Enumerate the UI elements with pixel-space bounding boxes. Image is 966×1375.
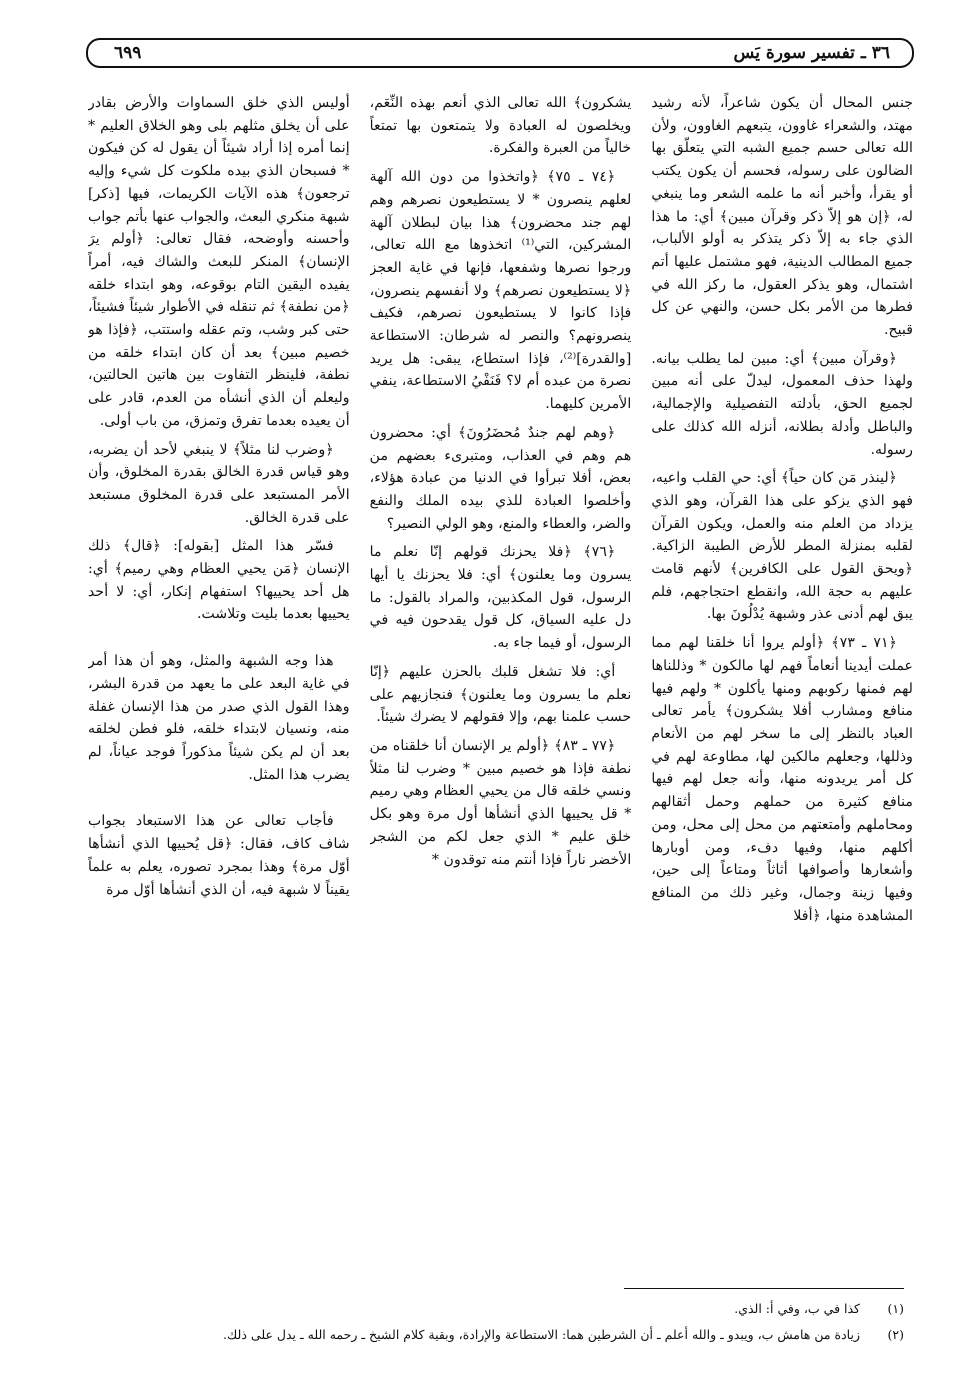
paragraph-gap	[88, 792, 350, 810]
footnote-text: كذا في ب، وفي أ: الذي.	[734, 1301, 860, 1316]
column-right	[651, 92, 913, 1272]
page-header	[86, 38, 914, 68]
paragraph: ﴿وهم لهم جندٌ مُحضَرُونَ﴾ أي: محضرون هم وهم في العذاب، ومتبرىء بعضهم من بعض، أفلا تبرأوا في الدنيا من عبادة هؤلاء، وأخلصوا العبادة للذي بيده الملك والنفع والضر، والعطاء والمنع، وهو الولي النصير؟	[369, 424, 632, 532]
footnote-number: (٢)	[887, 1327, 904, 1342]
paragraph: أوليس الذي خلق السماوات والأرض بقادر على أن يخلق مثلهم بلى وهو الخلاق العليم * إنما أمره إذا أراد شيئاً أن يقول له كن فيكون * فسبحان الذي بيده ملكوت كل شيء وإليه ترجعون﴾ هذه الآيات الكريمات، فيها [ذكر] شبهة منكري البعث، والجواب عنها بأتم جواب وأحسنه وأوضحه، فقال تعالى: ﴿أولم يرَ الإنسان﴾ المنكر للبعث والشاك فيه، أمراً يفيده اليقين التام بوقوعه، وهو ابتداء خلقه ﴿من نطفة﴾ ثم تنقله في الأطوار شيئاً فشيئاً، حتى كبر وشب، وتم عقله واستتب، ﴿فإذا هو خصيم مبين﴾ بعد أن كان ابتداء خلقه من نطفة، فلينظر التفاوت بين هاتين الحالتين، وليعلم أن الذي أنشأه من العدم، قادر على أن يعيده بعدما تفرق وتمزق، من باب أولى.	[87, 95, 350, 429]
page-number: ٦٩٩	[114, 43, 142, 63]
paragraph: ﴿٧٤ ـ ٧٥﴾ ﴿واتخذوا من دون الله آلهة لعلهم ينصرون * لا يستطيعون نصرهم وهم لهم جند محضرون﴾ هذا بيان لبطلان آلهة المشركين، التي⁽¹⁾ اتخذوها مع الله تعالى، ورجوا نصرها وشفعها، فإنها في غاية العجز ﴿لا يستطيعون نصرهم﴾ ولا أنفسهم ينصرون، فإذا كانوا لا يستطيعون نصرهم، فكيف ينصرونهم؟ والنصر له شرطان: الاستطاعة [والقدرة]⁽²⁾، فإذا استطاع، يبقى: هل يريد نصرة من عبده أم لا؟ فَنَفْيُ الاستطاعة، ينفي الأمرين كليهما.	[369, 169, 632, 413]
paragraph: ﴿وضرب لنا مثلاً﴾ لا ينبغي لأحد أن يضربه، وهو قياس قدرة الخالق بقدرة المخلوق، وأن الأمر المستبعد على قدرة المخلوق مستبعد على قدرة الخالق.	[87, 441, 350, 526]
footnote-divider	[624, 1288, 904, 1289]
footnote-2	[64, 1322, 904, 1348]
paragraph: ﴿٧١ ـ ٧٣﴾ ﴿أولم يروا أنا خلقنا لهم مما عملت أيدينا أنعاماً فهم لها مالكون * وذللناها لهم فمنها ركوبهم ومنها يأكلون * ولهم فيها منافع ومشارب أفلا يشكرون﴾ يأمر تعالى العباد بالنظر إلى ما سخر لهم من الأنعام وذللها، وجعلهم مالكين لها، مطاوعة لهم في كل أمر يريدونه منها، وأنه جعل لهم فيها منافع كثيرة من حملهم وحمل أثقالهم ومحاملهم وأمتعتهم من محل إلى محل، ومن أكلهم منها، وفيها دفء، ومن أوبارها وأشعارها وأصوافها أثاثاً ومتاعاً إلى حين، وفيها زينة وجمال، وغير ذلك من المنافع المشاهدة منها، ﴿أفلا	[651, 635, 913, 924]
paragraph: يشكرون﴾ الله تعالى الذي أنعم بهذه النِّعَم، ويخلصون له العبادة ولا يتمتعون بها تمتعاً خالياً من العبرة والفكرة.	[369, 95, 632, 157]
paragraph: فسّر هذا المثل [بقوله]: ﴿قال﴾ ذلك الإنسان ﴿مَن يحيي العظام وهي رميم﴾ أي: هل أحد يحييها؟ استفهام إنكار، أي: لا أحد يحييها بعدما بليت وتلاشت.	[87, 538, 350, 623]
footnote-text: زيادة من هامش ب، ويبدو ـ والله أعلم ـ أن الشرطين هما: الاستطاعة والإرادة، وبقية كلام الشيخ ـ رحمه الله ـ يدل على ذلك.	[223, 1327, 860, 1342]
running-title: ٣٦ ـ تفسير سورة يَس	[733, 43, 890, 63]
paragraph: فأجاب تعالى عن هذا الاستبعاد بجواب شاف كاف، فقال: ﴿قل يُحييها الذي أنشأها أوّل مرة﴾ وهذا بمجرد تصوره، يعلم به علماً يقيناً لا شبهة فيه، أن الذي أنشأها أوّل مرة	[87, 813, 350, 898]
paragraph: أي: فلا تشغل قلبك بالحزن عليهم ﴿إنّا نعلم ما يسرون وما يعلنون﴾ فنجازيهم على حسب علمنا بهم، وإلا فقولهم لا يضرك شيئاً.	[369, 663, 632, 726]
paragraph-gap	[88, 632, 350, 650]
paragraph: جنس المحال أن يكون شاعراً، لأنه رشيد مهتد، والشعراء غاوون، يتبعهم الغاوون، ولأن الله تعالى حسم جميع الشبه التي يتعلّق بها الضالون على رسوله، فحسم أن يكون يكتب أو يقرأ، وأخبر أنه ما علمه الشعر وما ينبغي له، ﴿إن هو إلاّ ذكر وقرآن مبين﴾ أي: ما هذا الذي جاء به إلاّ ذكر يتذكر به أولو الألباب، جميع المطالب الدينية، فهو مشتمل عليها أتم اشتمال، وهو يذكر العقول، ما ركز الله في فطرها من الأمر بكل حسن، والنهي عن كل قبيح.	[651, 95, 913, 339]
paragraph: ﴿وقرآن مبين﴾ أي: مبين لما يطلب بيانه. ولهذا حذف المعمول، ليدلّ على أنه مبين لجميع الحق، بأدلته التفصيلية والإجمالية، والباطل وأدلة بطلانه، أنزله الله كذلك على رسوله.	[651, 350, 913, 458]
paragraph: ﴿٧٦﴾ ﴿فلا يحزنك قولهم إنّا نعلم ما يسرون وما يعلنون﴾ أي: فلا يحزنك يا أيها الرسول، قول المكذبين، والمراد بالقول: ما دل عليه السياق، كل قول يقدحون فيه في الرسول، أو فيما جاء به.	[369, 544, 632, 652]
column-left	[88, 92, 350, 1272]
footnotes	[64, 1296, 904, 1348]
paragraph: ﴿لينذر مَن كان حياً﴾ أي: حي القلب واعيه، فهو الذي يزكو على هذا القرآن، وهو الذي يزداد من العلم منه والعمل، ويكون القرآن لقلبه بمنزلة المطر للأرض الطيبة الزاكية. ﴿ويحق القول على الكافرين﴾ لأنهم قامت عليهم به حجة الله، وانقطع احتجاجهم، فلم يبق لهم أدنى عذر وشبهة يُدْلُونَ بها.	[651, 470, 913, 623]
paragraph: ﴿٧٧ ـ ٨٣﴾ ﴿أولم ير الإنسان أنا خلقناه من نطفة فإذا هو خصيم مبين * وضرب لنا مثلاً ونسي خلقه قال من يحيي العظام وهي رميم * قل يحييها الذي أنشأها أول مرة وهو بكل خلق عليم * الذي جعل لكم من الشجر الأخضر ناراً فإذا أنتم منه توقدون *	[369, 737, 632, 868]
paragraph: هذا وجه الشبهة والمثل، وهو أن هذا أمر في غاية البعد على ما يعهد من قدرة البشر، وهذا القول الذي صدر من هذا الإنسان غفلة منه، ونسيان لابتداء خلقه، فلو فطن لخلقه بعد أن لم يكن شيئاً مذكوراً فوجد عياناً، لم يضرب هذا المثل.	[87, 653, 350, 783]
footnote-1	[64, 1296, 904, 1322]
footnote-number: (١)	[887, 1301, 904, 1316]
column-middle	[370, 92, 632, 1272]
text-columns	[88, 92, 913, 1272]
